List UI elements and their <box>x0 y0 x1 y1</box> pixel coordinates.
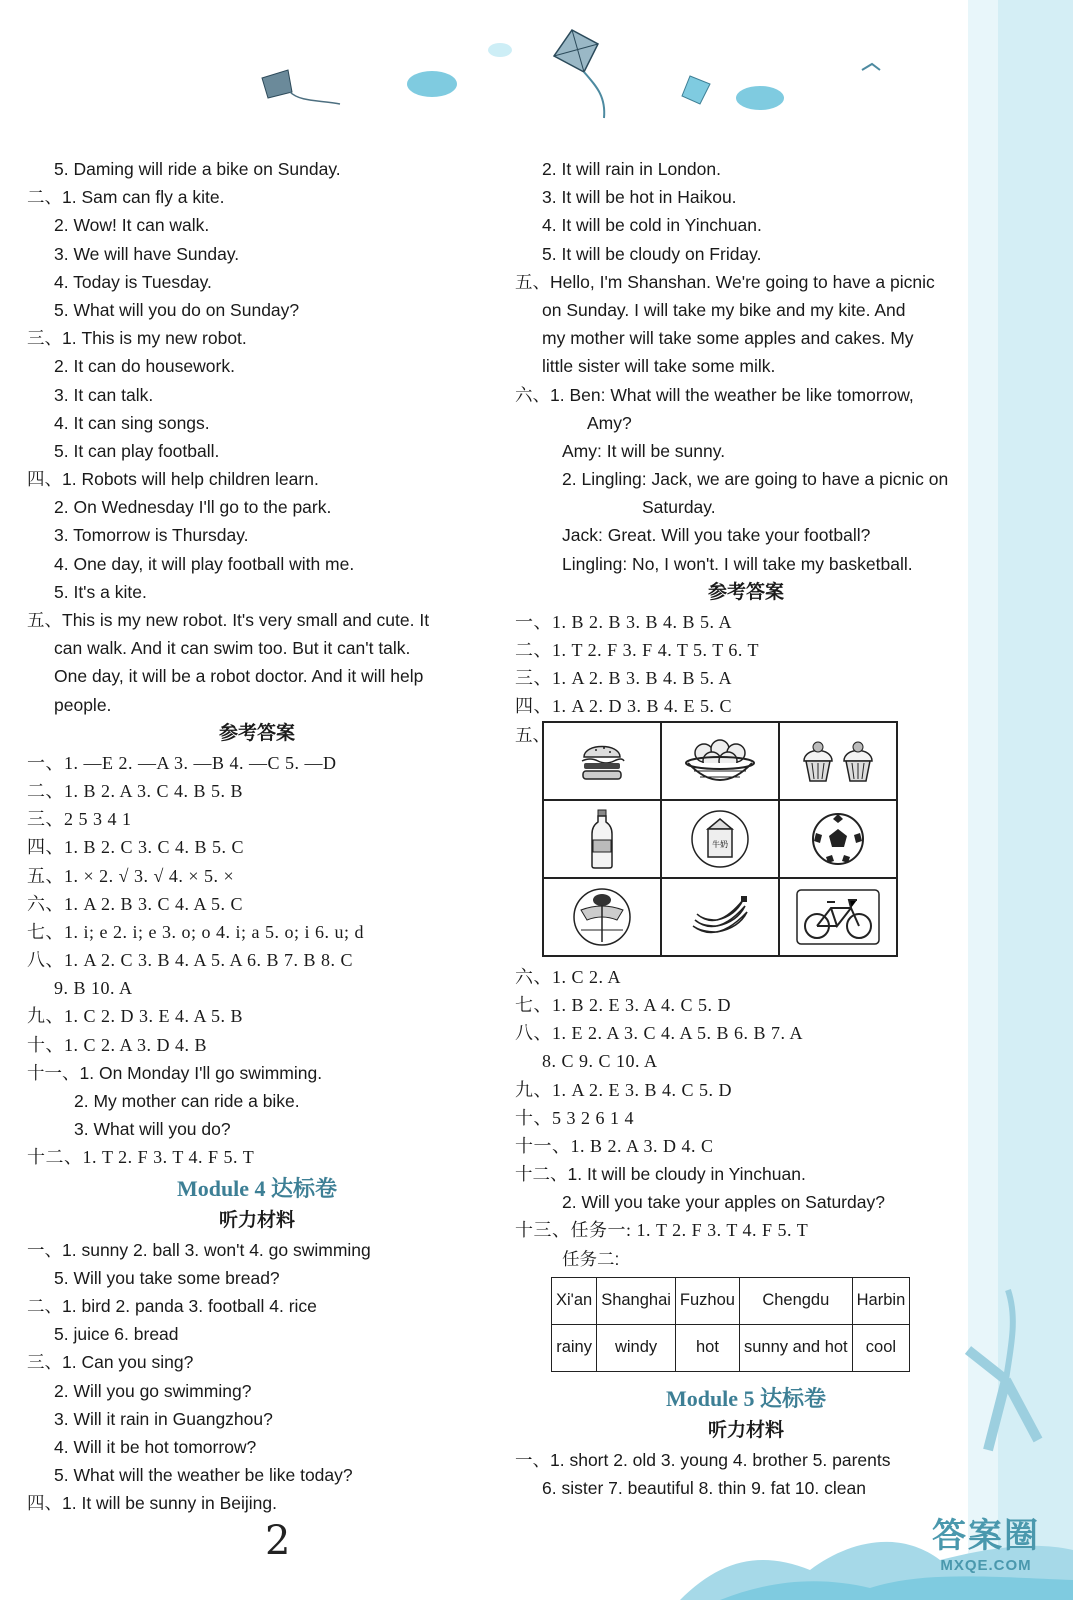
picture-cell <box>543 878 661 956</box>
text-line: 十一、1. On Monday I'll go swimming. <box>27 1062 323 1083</box>
text-line: 十三、任务一: 1. T 2. F 3. T 4. F 5. T <box>515 1220 809 1241</box>
weather-table-city-cell: Shanghai <box>597 1277 676 1324</box>
text-line: 3. What will you do? <box>74 1119 231 1140</box>
text-line: 十、5 3 2 6 1 4 <box>515 1107 634 1128</box>
weather-table-city-cell: Chengdu <box>739 1277 852 1324</box>
right-column <box>515 155 977 1502</box>
watermark-site: MXQE.COM <box>940 1557 1032 1574</box>
text-line: 2. Will you go swimming? <box>54 1380 252 1401</box>
picture-grid-row <box>543 722 897 800</box>
text-line: 一、1. —E 2. —A 3. —B 4. —C 5. —D <box>27 752 337 773</box>
text-line: 2. My mother can ride a bike. <box>74 1091 300 1111</box>
text-line: 五、 <box>515 724 550 745</box>
text-line: 6. sister 7. beautiful 8. thin 9. fat 10. clean <box>542 1478 866 1498</box>
weather-table-weather-row <box>552 1324 910 1371</box>
text-line: 2. Will you take your apples on Saturday? <box>562 1192 885 1213</box>
picture-grid-row <box>543 800 897 878</box>
module-title: Module 5 达标卷 <box>665 1385 827 1411</box>
text-line: 9. B 10. A <box>54 978 133 999</box>
picture-cell <box>543 800 661 878</box>
text-line: 4. One day, it will play football with me. <box>54 553 355 574</box>
picture-cell <box>543 722 661 800</box>
kite-icon <box>571 886 633 948</box>
text-line: 四、1. It will be sunny in Beijing. <box>27 1493 277 1514</box>
text-line: 八、1. A 2. C 3. B 4. A 5. A 6. B 7. B 8. C <box>27 950 354 971</box>
text-line: 四、1. A 2. D 3. B 4. E 5. C <box>515 696 733 717</box>
text-line: 5. What will you do on Sunday? <box>54 299 300 320</box>
text-line: 2. It will rain in London. <box>542 159 721 179</box>
text-line: 一、1. B 2. B 3. B 4. B 5. A <box>515 611 733 632</box>
text-line: 三、1. Can you sing? <box>27 1352 194 1373</box>
text-line: One day, it will be a robot doctor. And it will help <box>54 666 424 687</box>
weather-answer-table <box>551 1277 910 1372</box>
text-line: 七、1. B 2. E 3. A 4. C 5. D <box>515 994 732 1015</box>
text-line: 五、1. × 2. √ 3. √ 4. × 5. × <box>27 865 235 886</box>
text-line: 二、1. bird 2. panda 3. football 4. rice <box>27 1295 317 1316</box>
picture-answer-grid <box>542 721 898 957</box>
fruit-basket-icon <box>682 733 758 789</box>
text-line: 4. Today is Tuesday. <box>54 271 212 292</box>
picture-cell <box>661 800 779 878</box>
text-line: Lingling: No, I won't. I will take my basketball. <box>562 553 913 574</box>
text-line: 三、1. This is my new robot. <box>27 328 247 349</box>
text-line: 任务二: <box>562 1248 620 1269</box>
text-line: 2. On Wednesday I'll go to the park. <box>54 497 332 518</box>
text-line: 八、1. E 2. A 3. C 4. A 5. B 6. B 7. A <box>515 1023 804 1044</box>
text-line: 一、1. short 2. old 3. young 4. brother 5. parents <box>515 1449 891 1470</box>
hamburger-icon <box>578 739 626 783</box>
section-heading: 参考答案 <box>218 722 295 744</box>
text-line: 三、2 5 3 4 1 <box>27 809 132 830</box>
text-line: 四、1. B 2. C 3. C 4. B 5. C <box>27 837 245 858</box>
picture-cell <box>779 800 897 878</box>
text-line: 3. Tomorrow is Thursday. <box>54 525 249 546</box>
football-icon <box>810 811 866 867</box>
text-line: 4. It can sing songs. <box>54 412 210 433</box>
weather-table-weather-cell: cool <box>852 1324 910 1371</box>
kite-decoration-left <box>262 70 340 104</box>
text-line: 二、1. Sam can fly a kite. <box>27 187 225 208</box>
cupcakes-icon <box>798 733 878 789</box>
section-heading: 参考答案 <box>707 581 784 603</box>
text-line: Saturday. <box>642 497 716 518</box>
weather-table-city-cell: Fuzhou <box>675 1277 739 1324</box>
cloud-decoration-right <box>736 86 784 110</box>
watermark <box>921 1508 1051 1574</box>
page-number: 2 <box>265 1518 291 1564</box>
weather-table-city-row <box>552 1277 910 1324</box>
weather-table-weather-cell: sunny and hot <box>739 1324 852 1371</box>
picture-cell <box>779 722 897 800</box>
text-line: 5. Will you take some bread? <box>54 1267 280 1288</box>
text-line: 三、1. A 2. B 3. B 4. B 5. A <box>515 668 733 689</box>
kite-decoration-center <box>488 30 604 118</box>
weather-table-weather-cell: windy <box>597 1324 676 1371</box>
text-line: 四、1. Robots will help children learn. <box>27 469 319 490</box>
text-line: people. <box>54 694 112 715</box>
text-line: 5. What will the weather be like today? <box>54 1465 353 1486</box>
text-line: 五、This is my new robot. It's very small and cute. It <box>27 610 430 630</box>
right-bottom-section <box>515 963 977 1273</box>
text-line: 8. C 9. C 10. A <box>542 1051 658 1072</box>
text-line: little sister will take some milk. <box>542 356 776 377</box>
text-line: 十二、1. It will be cloudy in Yinchuan. <box>515 1164 806 1185</box>
text-line: 3. Will it rain in Guangzhou? <box>54 1408 273 1429</box>
kite-decoration-right <box>682 76 710 104</box>
text-line: Jack: Great. Will you take your football? <box>562 525 871 546</box>
text-line: 六、1. Ben: What will the weather be like tomorrow, <box>515 384 914 405</box>
picture-cell <box>779 878 897 956</box>
text-line: 4. Will it be hot tomorrow? <box>54 1436 257 1457</box>
text-line: 2. It can do housework. <box>54 356 235 377</box>
picture-cell <box>661 878 779 956</box>
section-heading: 听力材料 <box>218 1209 295 1231</box>
watermark-title: 答案圈 <box>932 1516 1040 1556</box>
left-column <box>27 155 487 1517</box>
text-line: 5. It can play football. <box>54 440 220 461</box>
text-line: 十二、1. T 2. F 3. T 4. F 5. T <box>27 1147 255 1168</box>
text-line: 3. It can talk. <box>54 384 154 405</box>
text-line: Amy? <box>587 412 632 433</box>
text-line: 5. It's a kite. <box>54 581 147 602</box>
text-line: 5. It will be cloudy on Friday. <box>542 243 762 264</box>
milk-carton-icon <box>690 809 750 869</box>
text-line: on Sunday. I will take my bike and my kite. And <box>542 299 906 320</box>
module-title: Module 4 达标卷 <box>176 1175 338 1201</box>
bananas-icon <box>687 892 753 942</box>
text-line: Amy: It will be sunny. <box>562 440 726 461</box>
text-line: 七、1. i; e 2. i; e 3. o; o 4. i; a 5. o; i 6. u; d <box>27 921 364 942</box>
text-line: 3. We will have Sunday. <box>54 243 240 264</box>
picture-cell <box>661 722 779 800</box>
text-line: 二、1. B 2. A 3. C 4. B 5. B <box>27 780 244 801</box>
milk-carton-label: 牛奶 <box>712 839 728 849</box>
weather-table-city-cell: Xi'an <box>552 1277 597 1324</box>
text-line: 5. Daming will ride a bike on Sunday. <box>54 159 341 179</box>
text-line: 五、Hello, I'm Shanshan. We're going to have a picnic <box>515 271 935 292</box>
text-line: 九、1. A 2. E 3. B 4. C 5. D <box>515 1079 733 1100</box>
text-line: 六、1. A 2. B 3. C 4. A 5. C <box>27 893 244 914</box>
bird-decoration <box>862 64 880 70</box>
weather-table-weather-cell: hot <box>675 1324 739 1371</box>
cloud-decoration <box>407 71 457 97</box>
text-line: my mother will take some apples and cakes. My <box>542 328 914 349</box>
text-line: 六、1. C 2. A <box>515 966 622 987</box>
text-line: 二、1. T 2. F 3. F 4. T 5. T 6. T <box>515 640 760 660</box>
text-line: 十、1. C 2. A 3. D 4. B <box>27 1034 208 1055</box>
weather-table-weather-cell: rainy <box>552 1324 597 1371</box>
header-decoration <box>0 0 1073 140</box>
water-bottle-icon <box>587 808 617 870</box>
text-line: 一、1. sunny 2. ball 3. won't 4. go swimming <box>27 1239 371 1260</box>
right-end-section <box>515 1382 977 1502</box>
text-line: 5. juice 6. bread <box>54 1324 179 1345</box>
text-line: can walk. And it can swim too. But it can't talk. <box>54 638 411 659</box>
text-line: 2. Lingling: Jack, we are going to have a picnic on <box>562 469 949 490</box>
text-line: 九、1. C 2. D 3. E 4. A 5. B <box>27 1006 244 1027</box>
weather-table-city-cell: Harbin <box>852 1277 910 1324</box>
bicycle-icon <box>795 888 881 946</box>
text-line: 2. Wow! It can walk. <box>54 215 210 236</box>
text-line: 4. It will be cold in Yinchuan. <box>542 215 762 236</box>
right-top-section <box>515 155 977 749</box>
text-line: 十一、1. B 2. A 3. D 4. C <box>515 1135 714 1156</box>
text-line: 3. It will be hot in Haikou. <box>542 187 737 208</box>
section-heading: 听力材料 <box>707 1419 784 1441</box>
picture-grid-row <box>543 878 897 956</box>
